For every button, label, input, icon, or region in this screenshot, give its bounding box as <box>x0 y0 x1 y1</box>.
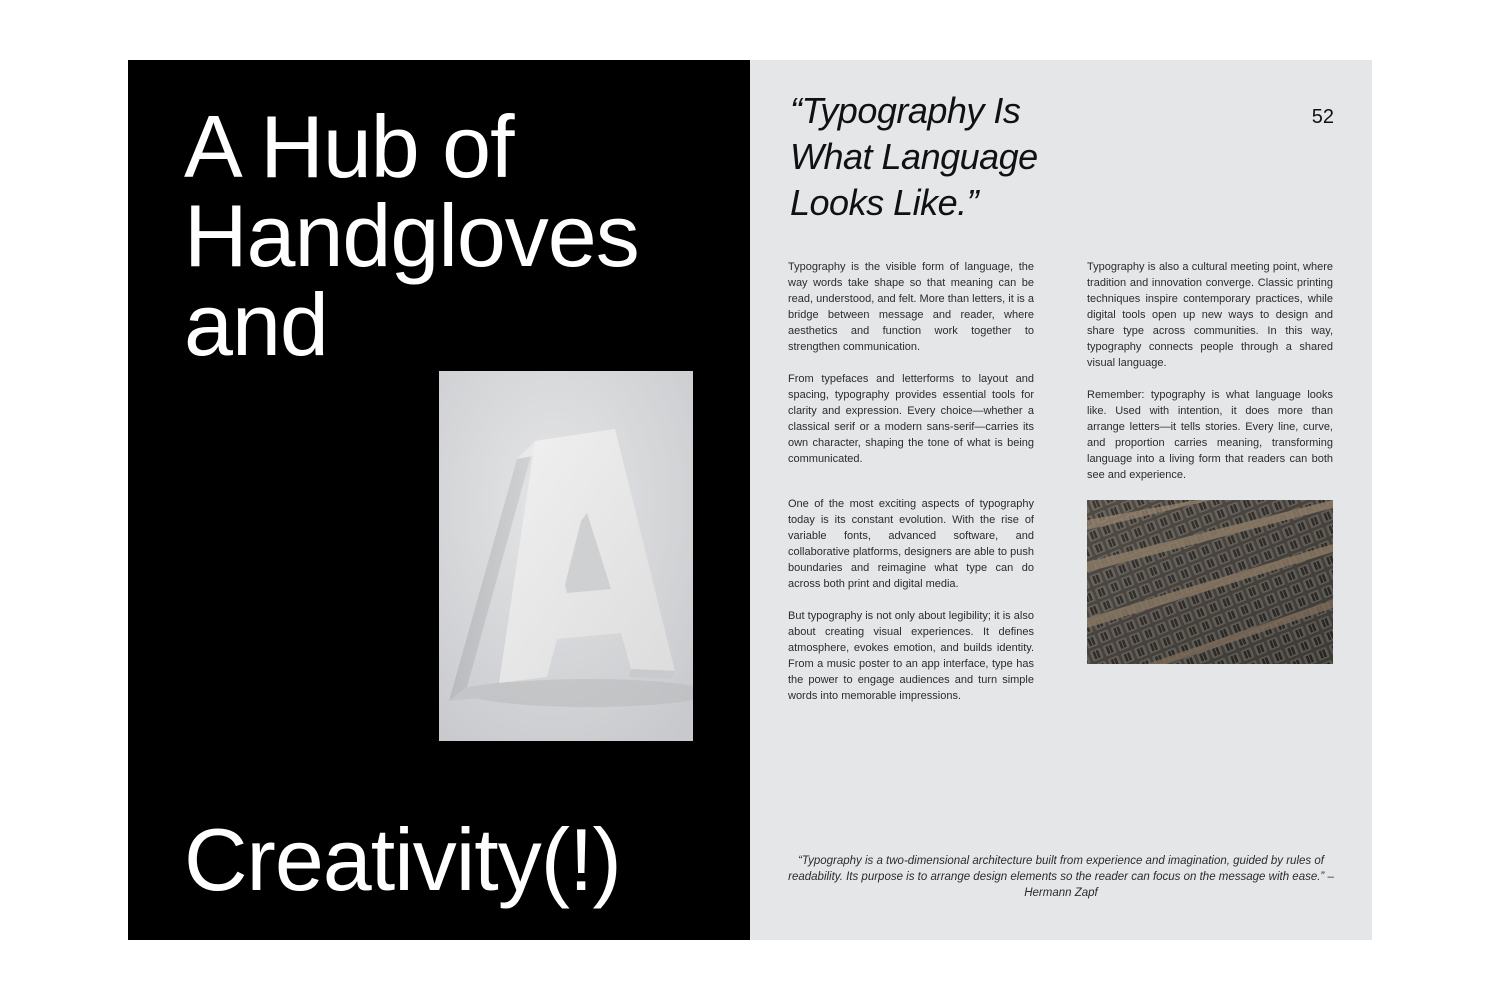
paragraph: Typography is the visible form of language, the way words take shape so that meaning can be read, understood, and felt. More than letters, it is a bridge between message and reader, where aesthetics and function work together to strengthen communication. <box>788 261 1034 353</box>
magazine-spread <box>128 60 1372 940</box>
paragraph: Remember: typography is what language looks like. Used with intention, it does more than arrange letters—it tells stories. Every line, curve, and proportion carries meaning, transforming language into a living form that readers can both see and experience. <box>1087 389 1333 481</box>
headline-line-2: Handgloves <box>184 186 639 285</box>
pull-quote-line-1: “Typography Is <box>790 90 1021 131</box>
right-page <box>750 60 1372 940</box>
paragraph: One of the most exciting aspects of typography today is its constant evolution. With the rise of variable fonts, advanced software, and collaborative platforms, designers are able to push boundaries and reimagine what type can do across both print and digital media. <box>788 498 1034 590</box>
paragraph: From typefaces and letterforms to layout and spacing, typography provides essential tools for clarity and expression. Every choice—whether a classical serif or a modern sans-serif—carries its own character, shaping the tone of what is being communicated. <box>788 373 1034 465</box>
left-page <box>128 60 750 940</box>
pull-quote-line-3: Looks Like.” <box>790 182 979 223</box>
pull-quote-line-2: What Language <box>790 136 1038 177</box>
paragraph: But typography is not only about legibility; it is also about creating visual experiences. It defines atmosphere, evokes emotion, and builds identity. From a music poster to an app interface, type has the power to engage audiences and turn simple words into memorable impressions. <box>788 610 1034 702</box>
headline-line-3: and <box>184 275 328 374</box>
page-number: 52 <box>1311 106 1334 128</box>
headline <box>184 97 639 374</box>
body-column-left <box>788 259 1034 720</box>
letter-a-sculpture-icon <box>439 371 693 741</box>
pull-quote <box>790 88 1130 226</box>
body-column-right <box>1087 259 1333 499</box>
footer-quote: “Typography is a two-dimensional architecture built from experience and imagination, guided by rules of readability. Its purpose is to arrange design elements so the reader can focus on the message with ease.” – Hermann Zapf <box>788 855 1334 899</box>
metal-type-tray-icon <box>1087 500 1333 664</box>
headline-line-1: A Hub of <box>184 97 514 196</box>
paragraph: Typography is also a cultural meeting point, where tradition and innovation converge. Classic printing techniques inspire contemporary practices, while digital tools open up new ways to design and share type across communities. In this way, typography connects people through a shared visual language. <box>1087 261 1333 369</box>
headline-bottom: Creativity(!) <box>184 810 621 909</box>
letter-a-sculpture-photo <box>439 371 693 741</box>
metal-type-tray-photo <box>1087 500 1333 664</box>
